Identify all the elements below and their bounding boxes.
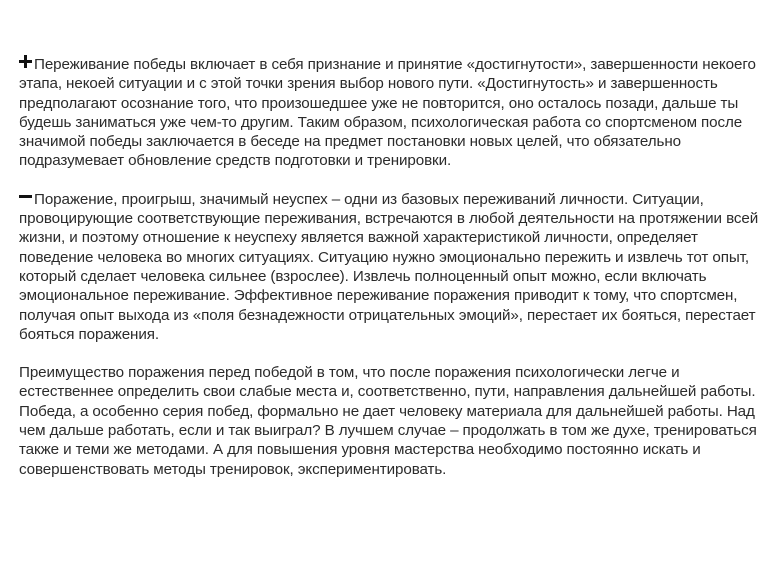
advantage-paragraph [19, 363, 760, 479]
victory-text: Переживание победы включает в себя признание и принятие «достигнутости», завершенности некоего этапа, некоей ситуации и с этой точки зрения выбор нового пути. «Достигнутость» и завершенность предполагают осознание того, что произошедшее уже не повторится, оно осталось позади, дальше ты будешь заниматься уже чем-то другим. Таким образом, психологическая работа со спортсменом после значимой победы заключается в беседе на предмет постановки новых целей, что обязательно подразумевает обновление средств подготовки и тренировки. [19, 56, 756, 170]
defeat-paragraph [19, 190, 760, 344]
victory-paragraph [19, 55, 760, 171]
plus-icon [19, 55, 32, 68]
defeat-text: Поражение, проигрыш, значимый неуспех – одни из базовых переживаний личности. Ситуации, провоцирующие соответствующие переживания, встречаются в любой деятельности на протяжении всей жизни, и поэтому отношение к неуспеху является важной характеристикой личности, определяет поведение человека во многих ситуациях. Ситуацию нужно эмоционально пережить и извлечь тот опыт, который сделает человека сильнее (взрослее). Извлечь полноценный опыт можно, если включать эмоциональное переживание. Эффективное переживание поражения приводит к тому, что спортсмен, получая опыт выхода из «поля безнадежности отрицательных эмоций», перестает их бояться, перестает бояться поражения. [19, 190, 759, 343]
minus-icon [19, 195, 32, 198]
advantage-text: Преимущество поражения перед победой в том, что после поражения психологически легче и естественнее определить свои слабые места и, соответственно, пути, направления дальнейшей работы. Победа, а особенно серия побед, формально не дает человеку материала для дальнейшей работы. Над чем дальше работать, если и так выиграл? В лучшем случае – продолжать в том же духе, тренироваться также и теми же методами. А для повышения уровня мастерства необходимо постоянно искать и совершенствовать методы тренировок, экспериментировать. [19, 364, 757, 478]
